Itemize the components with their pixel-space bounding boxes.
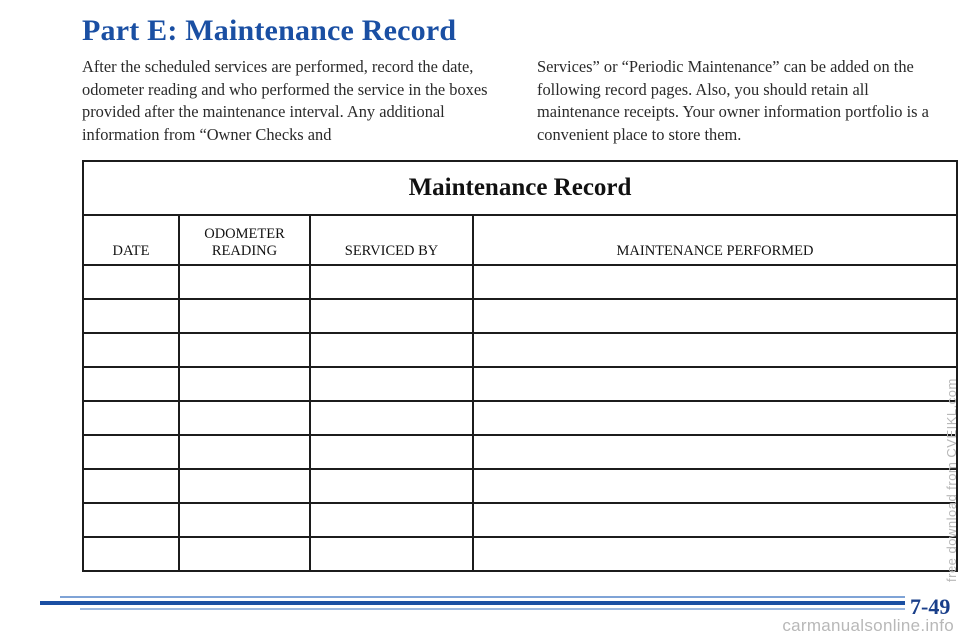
serviced-by-cell[interactable] xyxy=(310,367,473,401)
footer-rule-thick xyxy=(40,601,905,605)
table-row xyxy=(83,265,957,299)
serviced-by-cell[interactable] xyxy=(310,265,473,299)
serviced-by-cell[interactable] xyxy=(310,469,473,503)
odometer-cell[interactable] xyxy=(179,469,310,503)
table-row xyxy=(83,435,957,469)
date-cell[interactable] xyxy=(83,265,179,299)
odometer-cell[interactable] xyxy=(179,537,310,571)
date-cell[interactable] xyxy=(83,333,179,367)
maintenance-cell[interactable] xyxy=(473,503,957,537)
watermark-bottom: carmanualsonline.info xyxy=(782,616,954,635)
maintenance-cell[interactable] xyxy=(473,333,957,367)
date-cell[interactable] xyxy=(83,503,179,537)
date-cell[interactable] xyxy=(83,299,179,333)
footer-rules xyxy=(0,596,905,616)
maintenance-cell[interactable] xyxy=(473,537,957,571)
page-number: 7-49 xyxy=(910,594,951,619)
serviced-by-cell[interactable] xyxy=(310,299,473,333)
watermark-side-text: free download from CVEIKL.com xyxy=(944,378,959,582)
table-row xyxy=(83,537,957,571)
table-row xyxy=(83,333,957,367)
table-caption: Maintenance Record xyxy=(83,161,957,215)
intro-paragraph-right: Services” or “Periodic Maintenance” can be added on the following record pages. Also, you should retain all maintenance receipts. Your owner information portfolio is a convenient place to store them. xyxy=(537,57,929,144)
table-row xyxy=(83,503,957,537)
serviced-by-cell[interactable] xyxy=(310,503,473,537)
date-cell[interactable] xyxy=(83,435,179,469)
odometer-cell[interactable] xyxy=(179,367,310,401)
maintenance-cell[interactable] xyxy=(473,469,957,503)
odometer-cell[interactable] xyxy=(179,265,310,299)
odometer-cell[interactable] xyxy=(179,299,310,333)
footer-rule-thin-bottom xyxy=(80,608,905,610)
maintenance-cell[interactable] xyxy=(473,435,957,469)
record-rows xyxy=(83,265,957,571)
table-row xyxy=(83,469,957,503)
maintenance-cell[interactable] xyxy=(473,299,957,333)
date-cell[interactable] xyxy=(83,401,179,435)
odometer-cell[interactable] xyxy=(179,333,310,367)
maintenance-cell[interactable] xyxy=(473,367,957,401)
odometer-cell[interactable] xyxy=(179,435,310,469)
column-header-maintenance-performed: MAINTENANCE PERFORMED xyxy=(473,215,957,265)
maintenance-cell[interactable] xyxy=(473,265,957,299)
column-header-date: DATE xyxy=(83,215,179,265)
date-cell[interactable] xyxy=(83,537,179,571)
date-cell[interactable] xyxy=(83,469,179,503)
footer-rule-thin-top xyxy=(60,596,905,598)
column-header-odometer-line2: READING xyxy=(211,243,278,259)
page-title: Part E: Maintenance Record xyxy=(82,14,457,47)
serviced-by-cell[interactable] xyxy=(310,537,473,571)
serviced-by-cell[interactable] xyxy=(310,333,473,367)
date-cell[interactable] xyxy=(83,367,179,401)
intro-paragraph-left: After the scheduled services are performed, record the date, odometer reading and who performed the service in the boxes provided after the maintenance interval. Any additional information from “Owner Checks and xyxy=(82,57,488,144)
table-row xyxy=(83,401,957,435)
maintenance-cell[interactable] xyxy=(473,401,957,435)
column-header-serviced-by: SERVICED BY xyxy=(310,215,473,265)
table-row xyxy=(83,299,957,333)
column-header-odometer xyxy=(179,215,310,265)
serviced-by-cell[interactable] xyxy=(310,401,473,435)
column-header-odometer-line1: ODOMETER xyxy=(204,226,285,242)
maintenance-record-table xyxy=(82,160,958,572)
odometer-cell[interactable] xyxy=(179,401,310,435)
odometer-cell[interactable] xyxy=(179,503,310,537)
table-row xyxy=(83,367,957,401)
serviced-by-cell[interactable] xyxy=(310,435,473,469)
